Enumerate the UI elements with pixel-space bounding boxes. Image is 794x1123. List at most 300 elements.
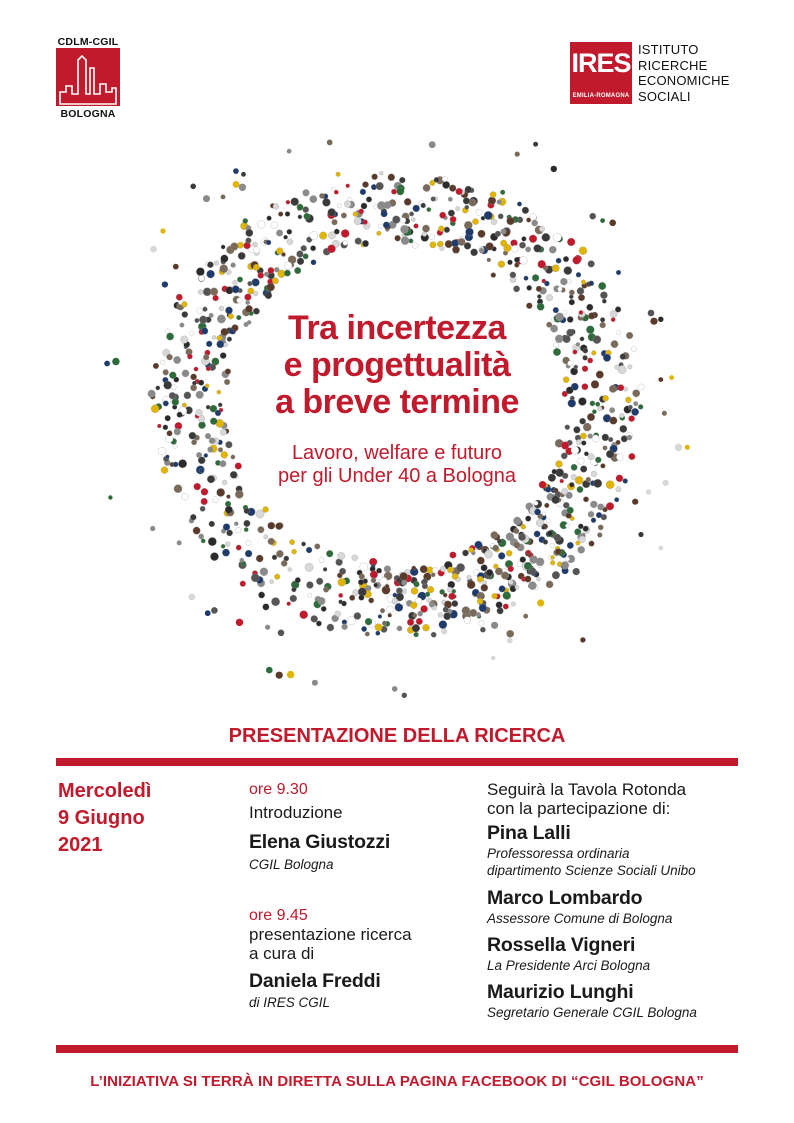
crowd-person	[586, 477, 591, 482]
crowd-person	[207, 270, 215, 278]
crowd-person	[412, 566, 416, 570]
crowd-person	[318, 597, 326, 605]
roundtable-column	[487, 780, 747, 1021]
crowd-person	[588, 434, 593, 439]
crowd-person	[523, 614, 528, 619]
crowd-person	[587, 304, 594, 311]
crowd-person	[271, 222, 278, 229]
slot1-time: ore 9.30	[249, 781, 308, 798]
crowd-person	[239, 184, 246, 191]
crowd-person	[194, 367, 198, 371]
crowd-person	[550, 543, 555, 548]
crowd-person	[198, 422, 205, 429]
crowd-person	[618, 366, 626, 374]
crowd-person	[198, 380, 204, 386]
crowd-person	[525, 516, 531, 522]
crowd-person	[552, 265, 559, 272]
crowd-person	[211, 607, 218, 614]
crowd-person	[440, 246, 445, 251]
crowd-person	[623, 479, 628, 484]
crowd-person	[449, 593, 456, 600]
crowd-person	[498, 261, 505, 268]
crowd-person	[337, 203, 342, 208]
crowd-person	[524, 562, 532, 570]
crowd-person	[288, 567, 292, 571]
crowd-person	[227, 530, 233, 536]
ires-logo-lines	[638, 42, 730, 104]
crowd-person	[316, 621, 321, 626]
crowd-person	[284, 235, 288, 239]
crowd-person	[669, 375, 674, 380]
crowd-person	[332, 219, 338, 225]
crowd-person	[633, 401, 638, 406]
crowd-person	[491, 273, 496, 278]
crowd-person	[447, 567, 453, 573]
crowd-person	[217, 488, 225, 496]
crowd-person	[258, 272, 264, 278]
crowd-person	[438, 226, 444, 232]
crowd-person	[440, 212, 446, 218]
crowd-person	[365, 618, 372, 625]
crowd-person	[538, 260, 546, 268]
crowd-person	[191, 374, 197, 380]
crowd-person	[301, 542, 305, 546]
crowd-person	[594, 479, 602, 487]
crowd-person	[311, 260, 316, 265]
crowd-person	[245, 294, 252, 301]
crowd-person	[591, 518, 596, 523]
crowd-person	[497, 200, 502, 205]
event-year: 2021	[58, 834, 103, 856]
crowd-person	[675, 444, 683, 452]
crowd-person	[397, 626, 402, 631]
crowd-person	[243, 218, 248, 223]
crowd-person	[609, 385, 617, 393]
crowd-person	[284, 270, 290, 276]
crowd-person	[189, 331, 194, 336]
crowd-person	[629, 453, 636, 460]
divider-bottom	[56, 1045, 738, 1053]
crowd-person	[338, 552, 345, 559]
crowd-person	[322, 198, 330, 206]
crowd-person	[595, 457, 601, 463]
crowd-person	[609, 220, 616, 227]
crowd-person	[481, 584, 488, 591]
crowd-person	[588, 358, 593, 363]
crowd-person	[511, 245, 518, 252]
crowd-person	[624, 387, 628, 391]
crowd-person	[514, 263, 519, 268]
crowd-person	[580, 637, 585, 642]
crowd-person	[192, 381, 196, 385]
crowd-person	[414, 224, 419, 229]
crowd-person	[422, 232, 427, 237]
crowd-person	[638, 404, 643, 409]
crowd-person	[375, 624, 382, 631]
crowd-person	[573, 568, 580, 575]
crowd-person	[263, 604, 270, 611]
crowd-person	[616, 440, 621, 445]
crowd-person	[578, 294, 585, 301]
crowd-person	[611, 317, 615, 321]
crowd-person	[537, 294, 541, 298]
crowd-person	[569, 299, 575, 305]
crowd-person	[189, 432, 196, 439]
crowd-person	[501, 229, 507, 235]
crowd-person	[550, 560, 555, 565]
crowd-person	[429, 141, 436, 148]
crowd-person	[631, 408, 638, 415]
crowd-person	[444, 227, 450, 233]
crowd-person	[190, 385, 196, 391]
crowd-person	[187, 354, 192, 359]
crowd-person	[442, 176, 447, 181]
crowd-person	[521, 524, 526, 529]
crowd-person	[555, 549, 561, 555]
crowd-person	[361, 626, 366, 631]
crowd-person	[151, 405, 159, 413]
crowd-person	[611, 340, 618, 347]
crowd-person	[471, 249, 478, 256]
crowd-person	[221, 245, 225, 249]
crowd-person	[561, 488, 567, 494]
crowd-person	[335, 611, 341, 617]
crowd-person	[326, 550, 333, 557]
crowd-person	[503, 604, 509, 610]
crowd-person	[676, 500, 681, 505]
ires-logo-line: ISTITUTO	[638, 42, 699, 57]
crowd-person	[628, 365, 632, 369]
crowd-person	[341, 229, 349, 237]
crowd-person	[167, 431, 173, 437]
crowd-person	[199, 468, 203, 472]
ires-logo-region: EMILIA-ROMAGNA	[572, 93, 630, 99]
crowd-person	[338, 578, 346, 586]
ires-logo	[570, 42, 745, 108]
crowd-person	[174, 428, 181, 435]
title-line: a breve termine	[275, 383, 519, 421]
crowd-person	[629, 416, 635, 422]
crowd-person	[273, 204, 279, 210]
crowd-person	[544, 503, 549, 508]
crowd-person	[431, 197, 436, 202]
crowd-person	[551, 166, 557, 172]
crowd-person	[292, 587, 297, 592]
crowd-person	[214, 261, 219, 266]
panelist-role: Professoressa ordinaria	[487, 846, 630, 861]
crowd-person	[534, 531, 540, 537]
crowd-person	[432, 567, 438, 573]
crowd-person	[201, 328, 208, 335]
crowd-person	[422, 225, 429, 232]
crowd-person	[233, 168, 239, 174]
crowd-person	[177, 540, 182, 545]
crowd-person	[163, 401, 169, 407]
crowd-person	[580, 433, 586, 439]
crowd-person	[209, 521, 215, 527]
crowd-person	[421, 203, 426, 208]
crowd-person	[205, 610, 211, 616]
slot2-activity-line: presentazione ricerca	[249, 925, 412, 944]
crowd-person	[256, 555, 263, 562]
crowd-person	[267, 216, 272, 221]
crowd-person	[486, 569, 493, 576]
crowd-person	[402, 693, 407, 698]
crowd-person	[366, 197, 372, 203]
title-line: Tra incertezza	[288, 309, 506, 347]
crowd-person	[315, 544, 321, 550]
crowd-person	[503, 592, 511, 600]
crowd-person	[321, 606, 326, 611]
crowd-person	[619, 592, 625, 598]
crowd-person	[442, 181, 449, 188]
crowd-person	[344, 201, 351, 208]
crowd-person	[384, 201, 391, 208]
crowd-person	[276, 672, 283, 679]
crowd-person	[182, 311, 188, 317]
crowd-person	[303, 207, 309, 213]
crowd-person	[616, 487, 621, 492]
crowd-person	[506, 550, 512, 556]
crowd-person	[588, 511, 594, 517]
crowd-person	[272, 278, 278, 284]
crowd-person	[581, 280, 586, 285]
crowd-person	[590, 501, 597, 508]
crowd-person	[306, 582, 313, 589]
crowd-person	[334, 229, 339, 234]
crowd-person	[401, 580, 407, 586]
crowd-person	[440, 566, 446, 572]
crowd-person	[297, 258, 304, 265]
crowd-person	[264, 535, 268, 539]
slot2-activity-line: a cura di	[249, 944, 315, 963]
crowd-person	[606, 502, 614, 510]
crowd-person	[303, 189, 310, 196]
crowd-person	[369, 598, 374, 603]
crowd-person	[595, 402, 600, 407]
crowd-person	[463, 198, 470, 205]
crowd-person	[519, 242, 525, 248]
crowd-person	[295, 577, 301, 583]
crowd-person	[104, 361, 110, 367]
crowd-person	[400, 218, 406, 224]
crowd-person	[423, 184, 430, 191]
crowd-person	[201, 498, 208, 505]
crowd-person	[191, 440, 196, 445]
crowd-person	[362, 182, 368, 188]
slot2-affiliation: di IRES CGIL	[249, 995, 331, 1010]
cgil-logo	[52, 36, 124, 120]
crowd-person	[319, 193, 324, 198]
crowd-person	[412, 624, 420, 632]
crowd-person	[203, 307, 208, 312]
crowd-person	[360, 563, 368, 571]
crowd-person	[509, 580, 514, 585]
crowd-person	[667, 506, 674, 513]
crowd-person	[456, 563, 464, 571]
crowd-person	[298, 215, 302, 219]
crowd-person	[203, 195, 210, 202]
crowd-person	[564, 267, 572, 275]
slot2-time: ore 9.45	[249, 907, 308, 924]
crowd-person	[499, 586, 506, 593]
crowd-person	[518, 534, 525, 541]
crowd-person	[287, 602, 291, 606]
crowd-person	[238, 252, 245, 259]
crowd-person	[552, 496, 560, 504]
crowd-person	[230, 243, 238, 251]
crowd-person	[355, 238, 362, 245]
crowd-person	[383, 222, 390, 229]
crowd-person	[425, 592, 430, 597]
crowd-person	[234, 522, 238, 526]
crowd-person	[429, 602, 435, 608]
crowd-person	[603, 446, 608, 451]
crowd-person	[579, 247, 587, 255]
crowd-person	[336, 172, 341, 177]
crowd-person	[268, 538, 275, 545]
crowd-person	[462, 550, 468, 556]
crowd-person	[528, 582, 536, 590]
crowd-person	[169, 372, 176, 379]
crowd-person	[225, 542, 230, 547]
crowd-person	[648, 310, 655, 317]
crowd-person	[182, 301, 188, 307]
crowd-person	[488, 197, 496, 205]
crowd-person	[420, 565, 428, 573]
subtitle	[210, 442, 584, 488]
crowd-person	[592, 410, 596, 414]
ires-logo-line: RICERCHE	[638, 57, 708, 73]
crowd-person	[397, 188, 405, 196]
crowd-person	[493, 545, 499, 551]
crowd-person	[221, 195, 226, 200]
crowd-person	[507, 638, 513, 644]
crowd-person	[422, 579, 428, 585]
crowd-person	[388, 613, 392, 617]
crowd-person	[400, 225, 408, 233]
crowd-person	[169, 392, 176, 399]
main-title	[210, 310, 584, 421]
event-day-month: 9 Giugno	[58, 807, 145, 829]
crowd-person	[565, 557, 569, 561]
crowd-person	[546, 581, 553, 588]
crowd-person	[567, 507, 574, 514]
crowd-person	[274, 574, 280, 580]
crowd-person	[443, 593, 447, 597]
crowd-person	[413, 205, 420, 212]
crowd-person	[157, 424, 161, 428]
crowd-person	[567, 279, 571, 283]
crowd-person	[294, 267, 301, 274]
crowd-person	[241, 172, 246, 177]
crowd-person	[244, 508, 250, 514]
crowd-person	[308, 593, 312, 597]
program-column	[249, 780, 469, 1011]
crowd-person	[586, 326, 594, 334]
crowd-person	[184, 392, 191, 399]
crowd-person	[532, 274, 539, 281]
crowd-person	[240, 581, 246, 587]
crowd-person	[342, 624, 348, 630]
crowd-person	[378, 615, 382, 619]
crowd-person	[371, 578, 376, 583]
crowd-person	[592, 435, 599, 442]
crowd-person	[253, 264, 259, 270]
crowd-person	[662, 411, 667, 416]
crowd-person	[196, 268, 204, 276]
crowd-person	[553, 488, 558, 493]
crowd-person	[513, 286, 519, 292]
crowd-person	[352, 555, 358, 561]
crowd-person	[638, 384, 644, 390]
crowd-person	[589, 281, 594, 286]
crowd-person	[620, 354, 626, 360]
crowd-person	[638, 532, 643, 537]
crowd-person	[246, 300, 250, 304]
crowd-person	[467, 575, 472, 580]
crowd-person	[534, 509, 540, 515]
crowd-person	[479, 604, 487, 612]
crowd-person	[448, 197, 453, 202]
crowd-person	[312, 680, 318, 686]
crowd-person	[401, 237, 409, 245]
crowd-person	[495, 568, 502, 575]
crowd-person	[602, 434, 609, 441]
crowd-person	[522, 237, 527, 242]
crowd-person	[517, 202, 522, 207]
crowd-person	[240, 558, 244, 562]
crowd-person	[300, 611, 308, 619]
ires-logo-mark: IRES	[571, 48, 631, 78]
crowd-person	[173, 356, 180, 363]
crowd-person	[201, 539, 205, 543]
crowd-person	[248, 288, 254, 294]
crowd-person	[223, 524, 230, 531]
crowd-person	[614, 497, 619, 502]
crowd-person	[339, 600, 343, 604]
crowd-person	[536, 286, 542, 292]
crowd-person	[221, 255, 229, 263]
crowd-person	[596, 371, 604, 379]
crowd-person	[236, 545, 241, 550]
crowd-person	[529, 235, 537, 243]
crowd-person	[554, 534, 561, 541]
crowd-person	[301, 245, 307, 251]
crowd-person	[387, 606, 394, 613]
crowd-person	[374, 583, 378, 587]
crowd-person	[598, 504, 604, 510]
crowd-person	[591, 471, 597, 477]
crowd-person	[362, 240, 368, 246]
crowd-person	[286, 200, 290, 204]
crowd-person	[376, 182, 384, 190]
crowd-person	[353, 212, 358, 217]
crowd-person	[510, 272, 516, 278]
crowd-person	[567, 542, 574, 549]
crowd-person	[431, 632, 436, 637]
crowd-person	[319, 558, 324, 563]
crowd-person	[287, 229, 292, 234]
crowd-person	[244, 520, 251, 527]
crowd-person	[244, 527, 248, 531]
crowd-person	[561, 561, 569, 569]
crowd-person	[551, 555, 555, 559]
crowd-person	[270, 580, 274, 584]
crowd-person	[268, 522, 275, 529]
crowd-person	[526, 550, 530, 554]
crowd-person	[210, 553, 218, 561]
